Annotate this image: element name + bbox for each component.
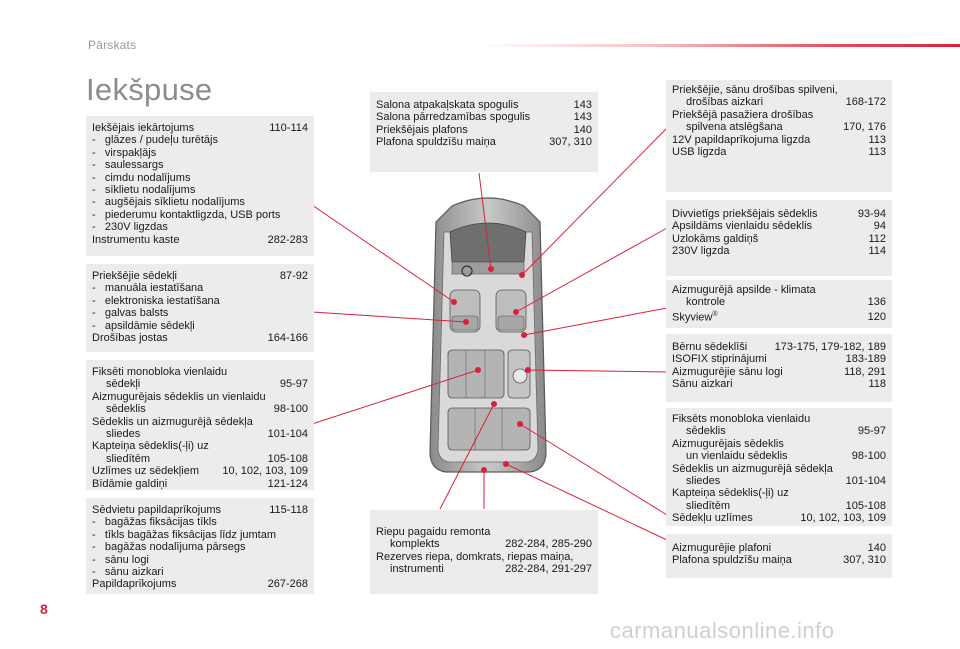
list-item: - tīkls bagāžas fiksācijas līdz jumtam — [92, 528, 277, 541]
list-item: USB ligzda 113 — [672, 146, 886, 159]
list-item: 230V ligzda 114 — [672, 245, 886, 258]
list-item: ISOFIX stiprinājumi 183-189 — [672, 353, 886, 366]
list-item: Divvietīgs priekšējais sēdeklis 93-94 — [672, 208, 886, 220]
list-item: Fiksēti monobloka vienlaidu sēdekļi 95-97 — [92, 366, 308, 391]
list-item: - sānu logi — [92, 553, 149, 566]
box-footer: Instrumentu kaste — [92, 233, 180, 246]
list-item: Salona pārredzamības spogulis 143 — [376, 111, 592, 124]
list-item: - saulessargs — [92, 159, 164, 172]
list-item: - cimdu nodalījums — [92, 171, 191, 184]
list-item: - sānu aizkari — [92, 566, 164, 579]
list-item: Plafona spuldzīšu maiņa 307, 310 — [672, 554, 886, 567]
page-ref: 282-283 — [267, 233, 308, 246]
callout-dots — [451, 266, 531, 473]
list-item: Sānu aizkari 118 — [672, 378, 886, 391]
box-title: Priekšējie sēdekļi — [92, 270, 177, 282]
list-item: Kapteiņa sēdeklis(-ļi) uz sliedītēm 105-108 — [92, 440, 308, 465]
list-item: Sēdeklis un aizmugurējā sēdekļa sliedes 101-104 — [92, 415, 308, 441]
second-row-seats-box — [86, 360, 314, 490]
list-item: 12V papildaprīkojuma ligzda 113 — [672, 133, 886, 146]
list-item: Fiksēts monobloka vienlaidu sēdeklis 95-97 — [672, 413, 886, 438]
list-item: - piederumu kontaktligzda, USB ports — [92, 208, 281, 221]
callout-lines — [312, 128, 667, 540]
list-item: Plafona spuldzīšu maiņa 307, 310 — [376, 136, 592, 149]
list-item: Priekšējie, sānu drošības spilveni, drošības aizkari 168-172 — [672, 84, 886, 109]
list-item: Rezerves riepa, domkrats, riepas maiņa, instrumenti 282-284, 291-297 — [376, 550, 592, 576]
list-item: Aizmugurējie sānu logi 118, 291 — [672, 365, 886, 378]
airbags-sockets-box — [666, 80, 892, 192]
list-item: Aizmugurējais sēdeklis un vienlaidu sēdeklis 98-100 — [92, 390, 308, 416]
header-rule — [480, 44, 960, 47]
list-item: - 230V ligzdas — [92, 221, 168, 234]
front-bench-box — [666, 200, 892, 276]
list-item: Sēdeklis un aizmugurējā sēdekļa sliedes 101-104 — [672, 462, 886, 488]
tyre-tools-box — [370, 510, 598, 594]
list-item: Apsildāms vienlaidu sēdeklis 94 — [672, 220, 886, 233]
mirrors-lights-box — [370, 92, 598, 172]
box-title: Iekšējais iekārtojums — [92, 122, 195, 134]
list-item: Aizmugurējais sēdeklis un vienlaidu sēdeklis 98-100 — [672, 437, 886, 463]
page-number: 8 — [40, 601, 48, 617]
child-seats-box — [666, 334, 892, 402]
list-item: Salona atpakaļskata spogulis 143 — [376, 99, 592, 111]
list-item: Skyview® 120 — [672, 310, 886, 324]
boot-equipment-box — [86, 498, 314, 594]
list-item: Uzlokāms galdiņš 112 — [672, 232, 886, 245]
interior-fittings-box — [86, 116, 314, 256]
list-item: - galvas balsts — [92, 307, 169, 320]
list-item: - bagāžas fiksācijas tīkls — [92, 516, 217, 529]
list-item: Bērnu sēdeklīši 173-175, 179-182, 189 — [672, 341, 886, 353]
list-item: Riepu pagaidu remonta komplekts 282-284, 285-290 — [376, 526, 592, 551]
list-item: - elektroniska iestatīšana — [92, 294, 220, 307]
list-item: Priekšējā pasažiera drošības spilvena atslēgšana 170, 176 — [672, 108, 886, 134]
list-item: - manuāla iestatīšana — [92, 282, 204, 295]
list-item: - virspakļājs — [92, 146, 157, 159]
list-item: - sīklietu nodalījums — [92, 184, 196, 197]
box-footer: Papildaprīkojums — [92, 578, 177, 591]
list-item: Bīdāmie galdiņi 121-124 — [92, 477, 308, 490]
box-title: Sēdvietu papildaprīkojums — [92, 504, 222, 516]
list-item: Sēdekļu uzlīmes 10, 102, 103, 109 — [672, 512, 886, 525]
van-body — [430, 198, 546, 472]
page-ref: 267-268 — [267, 578, 308, 591]
section-label: Pārskats — [88, 38, 137, 52]
page-ref: 87-92 — [279, 270, 308, 282]
list-item: - glāzes / pudeļu turētājs — [92, 134, 218, 147]
rear-lights-box — [666, 534, 892, 578]
list-item: Priekšējais plafons 140 — [376, 123, 592, 136]
list-item: Aizmugurējie plafoni 140 — [672, 542, 886, 554]
list-item: - bagāžas nodalījuma pārsegs — [92, 541, 246, 554]
watermark: carmanualsonline.info — [610, 618, 835, 643]
list-item: Kapteiņa sēdeklis(-ļi) uz sliedītēm 105-108 — [672, 487, 886, 512]
page-ref: 110-114 — [269, 122, 308, 134]
list-item: - augšējais sīklietu nodalījums — [92, 196, 245, 209]
front-seats-box — [86, 264, 314, 352]
list-item: Uzlīmes uz sēdekļiem 10, 102, 103, 109 — [92, 465, 308, 478]
box-footer: Drošības jostas — [92, 332, 168, 345]
page-ref: 164-166 — [267, 332, 308, 345]
third-row-seats-box — [666, 408, 892, 526]
list-item: Aizmugurējā apsilde - klimata kontrole 136 — [672, 284, 886, 309]
climate-skyview-box — [666, 280, 892, 328]
page-title: Iekšpuse — [86, 72, 213, 107]
list-item: - apsildāmie sēdekļi — [92, 319, 195, 332]
page-ref: 115-118 — [269, 504, 308, 516]
